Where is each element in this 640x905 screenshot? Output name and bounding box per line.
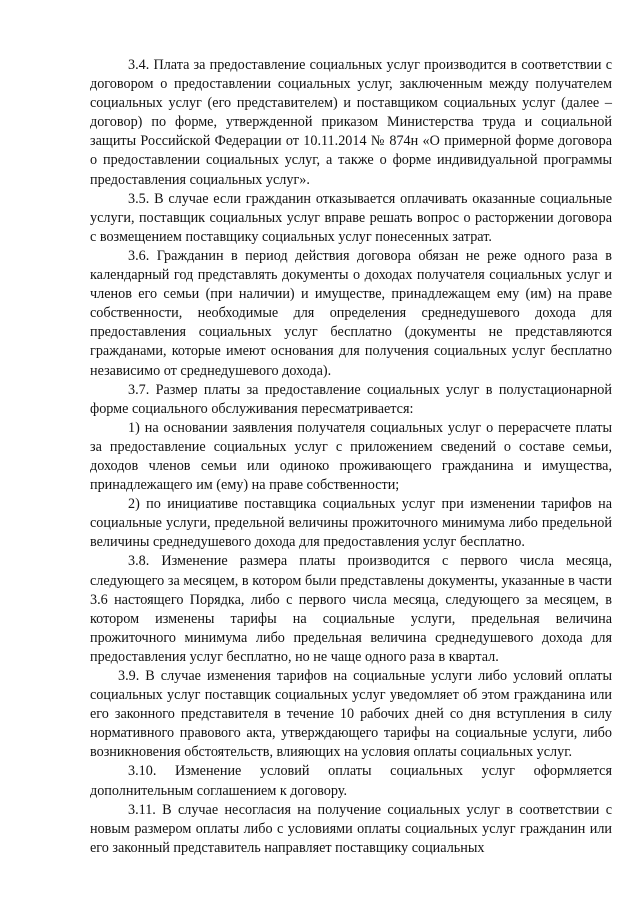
paragraph-3-9: 3.9. В случае изменения тарифов на социальные услуги либо условий оплаты социальных услуг поставщик социальных услуг уведомляет об этом гражданина или его законного представителя в течение 10 рабочих дней со дня вступления в силу нормативного правового акта, утверждающего тарифы на социальные услуги, либо возникновения обстоятельств, влияющих на условия оплаты социальных услуг. — [90, 668, 612, 761]
paragraph-3-10: 3.10. Изменение условий оплаты социальных услуг оформляется дополнительным соглашением к договору. — [90, 763, 612, 799]
paragraph-3-8: 3.8. Изменение размера платы производится с первого числа месяца, следующего за месяцем, в котором были представлены документы, указанные в части 3.6 настоящего Порядка, либо с первого числа месяца, следующего за месяцем, в котором изменены тарифы на социальные услуги, предельная величина прожиточного минимума либо предельная величина среднедушевого дохода для предоставления услуг бесплатно, но не чаще одного раза в квартал. — [90, 553, 612, 665]
paragraph-3-11: 3.11. В случае несогласия на получение социальных услуг в соответствии с новым размером оплаты либо с условиями оплаты социальных услуг гражданин или его законный представитель направляет поставщику социальных — [90, 801, 612, 856]
paragraph-3-4: 3.4. Плата за предоставление социальных услуг производится в соответствии с договором о предоставлении социальных услуг, заключенным между получателем социальных услуг (его представителем) и поставщиком социальных услуг (далее – договор) по форме, утвержденной приказом Министерства труда и социальной защиты Российской Федерации от 10.11.2014 № 874н «О примерной форме договора о предоставлении социальных услуг, а также о форме индивидуальной программы предоставления социальных услуг». — [90, 57, 612, 188]
paragraph-3-7-item-2: 2) по инициативе поставщика социальных услуг при изменении тарифов на социальные услуги, предельной величины прожиточного минимума либо предельной величины среднедушевого дохода для предоставления услуг бесплатно. — [90, 496, 612, 551]
document-page — [90, 56, 612, 858]
paragraph-3-5: 3.5. В случае если гражданин отказывается оплачивать оказанные социальные услуги, поставщик социальных услуг вправе решать вопрос о расторжении договора с возмещением поставщику социальных услуг понесенных затрат. — [90, 190, 612, 245]
paragraph-3-6: 3.6. Гражданин в период действия договора обязан не реже одного раза в календарный год представлять документы о доходах получателя социальных услуг и членов его семьи (при наличии) и имуществе, принадлежащем ему (им) на праве собственности, необходимые для определения среднедушевого дохода для предоставления социальных услуг бесплатно (документы не представляются гражданами, которые имеют основания для получения социальных услуг бесплатно независимо от среднедушевого дохода). — [90, 247, 612, 379]
paragraph-3-7-item-1: 1) на основании заявления получателя социальных услуг о перерасчете платы за предоставление социальных услуг с приложением сведений о составе семьи, доходов членов семьи или одиноко проживающего гражданина и имущества, принадлежащего им (ему) на праве собственности; — [90, 419, 612, 494]
paragraph-3-7: 3.7. Размер платы за предоставление социальных услуг в полустационарной форме социального обслуживания пересматривается: — [90, 381, 612, 417]
